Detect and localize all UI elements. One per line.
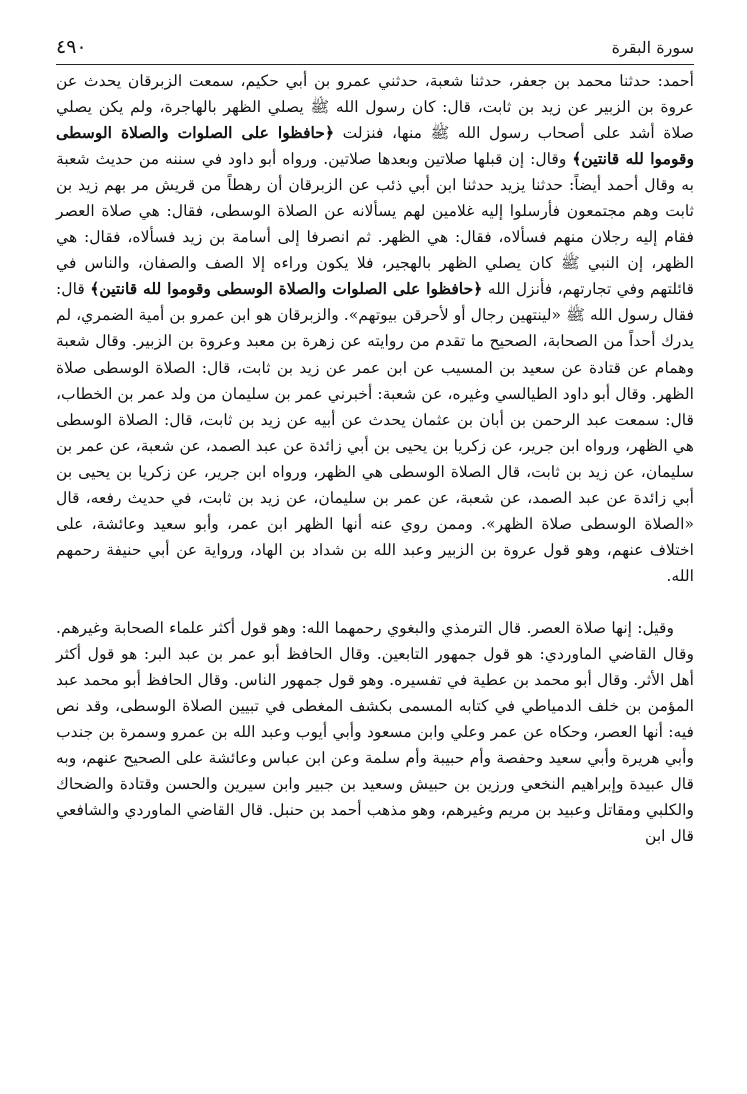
paragraph-hadith-narrations <box>56 68 694 589</box>
text-segment: أحمد: حدثنا محمد بن جعفر، حدثنا شعبة، حدثني عمرو بن أبي حكيم، سمعت الزبرقان يحدث عن عروة بن الزبير عن زيد بن ثابت، قال: كان رسول الله ﷺ يصلي الظهر بالهاجرة، ولم يكن يصلي صلاة أشد على أصحاب رسول الله ﷺ منها، فنزلت <box>56 72 694 143</box>
body-text <box>56 68 694 849</box>
page-header <box>56 34 694 65</box>
quran-verse: ﴿حافظوا على الصلوات والصلاة الوسطى وقوموا لله قانتين﴾ <box>56 123 694 169</box>
quran-verse: ﴿حافظوا على الصلوات والصلاة الوسطى وقوموا لله قانتين﴾ <box>90 279 483 299</box>
text-segment: قال: فقال رسول الله ﷺ «لينتهين رجال أو لأحرقن بيوتهم». والزبرقان هو ابن عمرو بن أمية الضمري، لم يدرك أحداً من الصحابة، الصحيح ما تقدم من روايته عن زهرة بن معبد وعروة بن الزبير. وقال شعبة وهمام عن قتادة عن سعيد بن المسيب عن ابن عمر عن زيد بن ثابت، قال: الصلاة الوسطى صلاة الظهر. وقال أبو داود الطيالسي وغيره، عن شعبة: أخبرني عمر بن سليمان من ولد عمر بن الخطاب، قال: سمعت عبد الرحمن بن أبان بن عثمان يحدث عن أبيه عن زيد بن ثابت، قال: الصلاة الوسطى هي الظهر، ورواه ابن جرير، عن زكريا بن يحيى بن أبي زائدة عن عبد الصمد، عن شعبة، عن عمر بن سليمان، عن زيد بن ثابت، قال الصلاة الوسطى هي الظهر، ورواه ابن جرير، عن زكريا بن يحيى بن أبي زائدة عن عبد الصمد، عن شعبة، عن عمر بن سليمان، عن زيد بن ثابت، في حديث رفعه، قال «الصلاة الوسطى صلاة الظهر». وممن روي عنه أنها الظهر ابن عمر، وأبو سعيد وعائشة، على اختلاف عنهم، وهو قول عروة بن الزبير وعبد الله بن شداد بن الهاد، ورواية عن أبي حنيفة رحمهم الله. <box>56 280 694 585</box>
paragraph-asr-opinion <box>56 615 694 849</box>
surah-title: سورة البقرة <box>611 38 694 57</box>
text-segment: وقيل: إنها صلاة العصر. قال الترمذي والبغوي رحمهما الله: وهو قول أكثر علماء الصحابة وغيرهم. وقال القاضي الماوردي: هو قول جمهور التابعين. وقال الحافظ أبو عمر بن عبد البر: هو قول أكثر أهل الأثر. وقال أبو محمد بن عطية في تفسيره. وهو قول جمهور الناس. وقال الحافظ أبو محمد عبد المؤمن بن خلف الدمياطي في كتابه المسمى بكشف المغطى في تبيين الصلاة الوسطى، وقد نص فيه: أنها العصر، وحكاه عن عمر وعلي وابن مسعود وأبي أيوب وعبد الله بن عمرو وسمرة بن جندب وأبي هريرة وأبي سعيد وحفصة وأم حبيبة وأم سلمة وعن ابن عباس وعائشة على الصحيح عنهم، وبه قال عبيدة وإبراهيم النخعي ورزين بن حبيش وسعيد بن جبير وابن سيرين والحسن وقتادة والضحاك والكلبي ومقاتل وعبيد بن مريم وغيرهم، وهو مذهب أحمد بن حنبل. قال القاضي الماوردي والشافعي قال ابن <box>56 618 694 846</box>
page-number: ٤٩٠ <box>56 36 87 58</box>
text-segment: وقال: إن قبلها صلاتين وبعدها صلاتين. ورواه أبو داود في سننه من حديث شعبة به وقال أحمد أيضاً: حدثنا يزيد حدثنا ابن أبي ذئب عن الزبرقان أن رهطاً من قريش مر بهم زيد بن ثابت وهم مجتمعون فأرسلوا إليه غلامين لهم يسألانه عن الصلاة الوسطى، فقال: هي صلاة العصر فقام إليه رجلان منهم فسألاه، فقال: هي الظهر. ثم انصرفا إلى أسامة بن زيد فسألاه، فقال: هي الظهر، إن النبي ﷺ كان يصلي الظهر بالهجير، فلا يكون وراءه إلا الصف والصفان، والناس في قائلتهم وفي تجارتهم، فأنزل الله <box>56 150 694 299</box>
